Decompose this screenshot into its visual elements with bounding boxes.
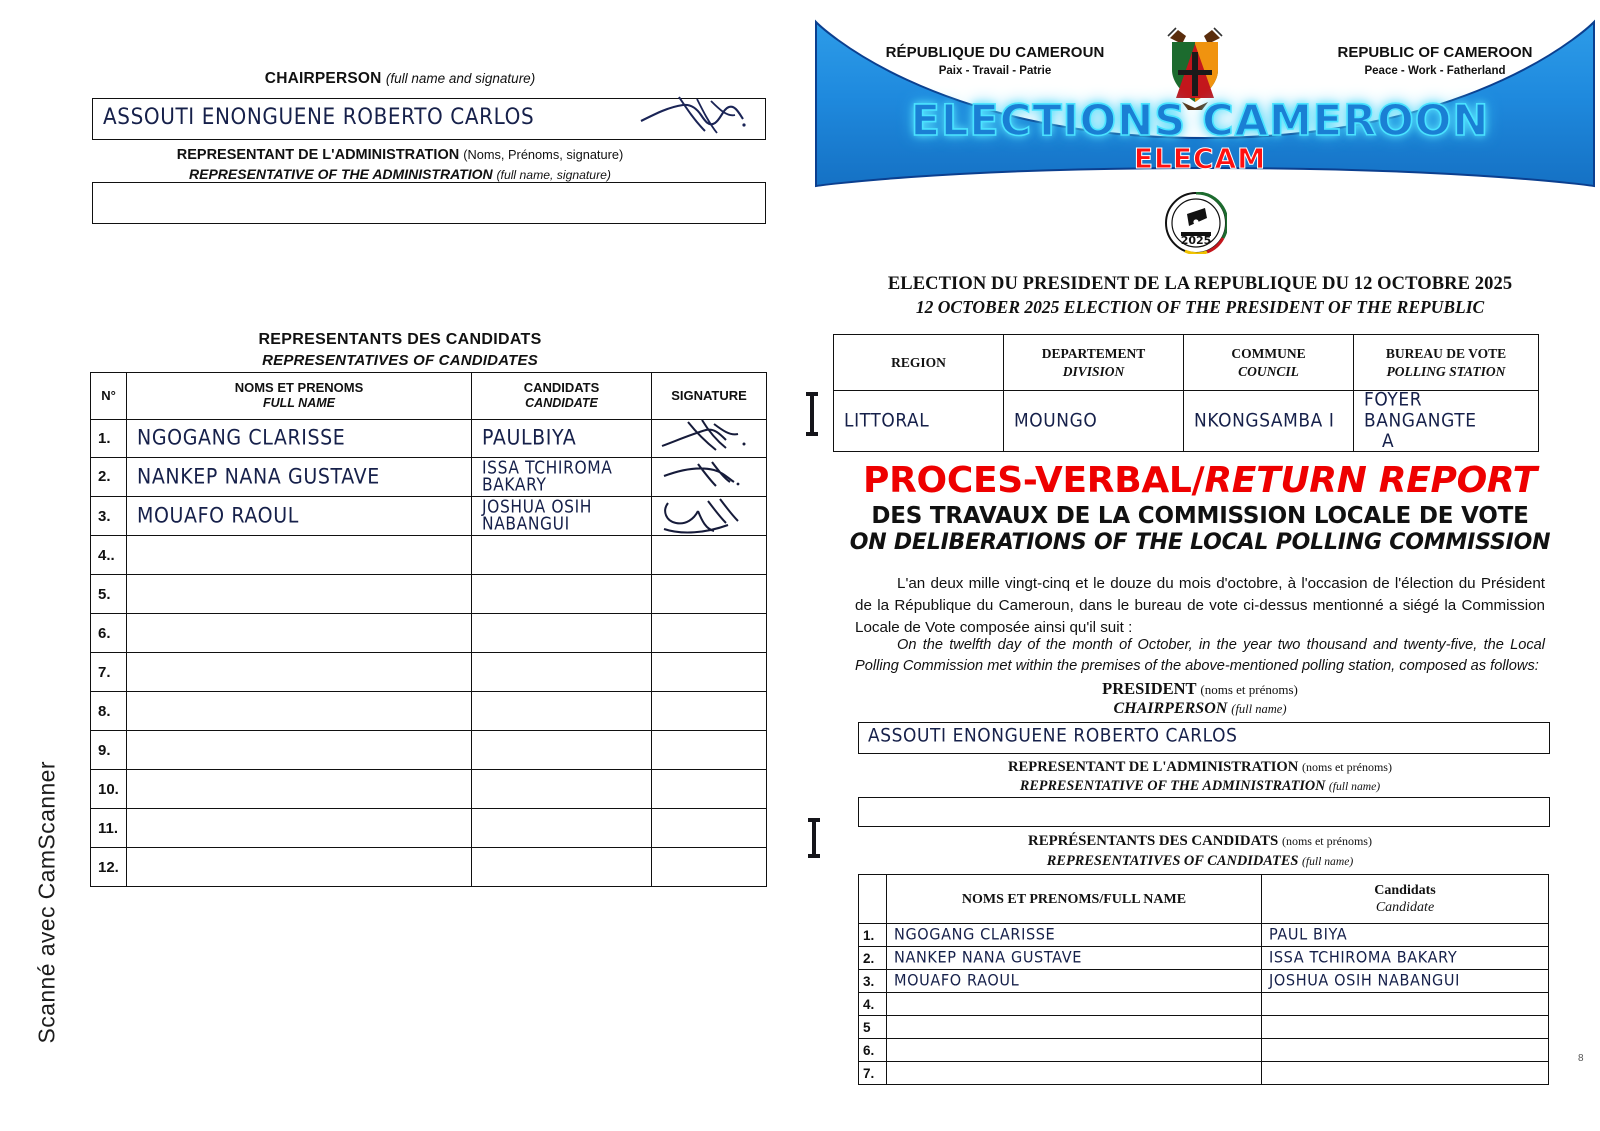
row-candidate-cell[interactable] (472, 614, 652, 653)
location-value-text: LITTORAL (844, 409, 930, 432)
president-label (830, 678, 1570, 720)
table-row (859, 947, 1549, 970)
table-row (91, 848, 767, 887)
table-row (91, 692, 767, 731)
row-name-cell[interactable] (127, 848, 472, 887)
right-reps-label (830, 832, 1570, 871)
row-number: 7. (91, 653, 127, 692)
row-name-value: MOUAFO RAOUL (894, 972, 1020, 991)
location-col-header-fr: BUREAU DE VOTE (1385, 346, 1507, 361)
row-name-value: NANKEP NANA GUSTAVE (137, 464, 380, 490)
left-chairperson-field[interactable] (92, 98, 766, 140)
elections-cameroon-text: ELECTIONS CAMEROON (910, 96, 1490, 146)
row-name-cell[interactable] (127, 731, 472, 770)
table-row (91, 770, 767, 809)
row-name-cell[interactable] (127, 575, 472, 614)
pv-title-en: RETURN REPORT (1204, 460, 1537, 501)
row-candidate-cell[interactable] (1262, 993, 1549, 1016)
row-candidate-cell[interactable] (472, 848, 652, 887)
row-name-cell[interactable] (887, 924, 1262, 947)
body-paragraph-en (855, 635, 1545, 676)
signature-mark (658, 454, 758, 498)
row-signature-cell[interactable] (652, 848, 767, 887)
president-label-en-bold: CHAIRPERSON (1113, 700, 1228, 718)
row-number: 6. (859, 1039, 887, 1062)
left-chairperson-value: ASSOUTI ENONGUENE ROBERTO CARLOS (103, 102, 535, 130)
table-header-row (91, 373, 767, 420)
left-chairperson-label-paren: (full name and signature) (385, 71, 536, 86)
right-admin-field[interactable] (858, 797, 1550, 827)
right-admin-label (830, 758, 1570, 795)
row-candidate-cell[interactable] (472, 457, 652, 496)
signature-mark (658, 493, 758, 537)
right-admin-label-en-paren: (full name) (1328, 779, 1381, 793)
right-col-header-no (859, 875, 887, 924)
row-number: 9. (91, 731, 127, 770)
location-value-1[interactable] (1004, 391, 1184, 452)
return-report-title (830, 462, 1570, 555)
president-label-fr (830, 678, 1570, 699)
location-col-header-3 (1354, 335, 1539, 391)
right-col-header-name: NOMS ET PRENOMS/FULL NAME (887, 875, 1262, 924)
row-signature-cell[interactable] (652, 614, 767, 653)
republic-fr-text: RÉPUBLIQUE DU CAMEROUN (885, 44, 1105, 61)
page-number: 8 (1578, 1053, 1584, 1064)
location-col-header-fr: REGION (891, 354, 946, 370)
motto-fr-text: Paix - Travail - Patrie (938, 65, 1052, 77)
right-admin-label-fr (830, 758, 1570, 777)
row-candidate-value-line2: NABANGUI (482, 513, 570, 535)
row-candidate-cell[interactable] (472, 496, 652, 535)
location-table (833, 334, 1539, 452)
row-name-cell[interactable] (127, 770, 472, 809)
table-row (859, 924, 1549, 947)
row-candidate-cell[interactable] (472, 419, 652, 457)
right-col-header-candidate-en: Candidate (1375, 900, 1435, 916)
row-number: 2. (91, 457, 127, 496)
table-row (859, 993, 1549, 1016)
left-admin-label-fr-bold: REPRESENTANT DE L'ADMINISTRATION (176, 147, 460, 163)
president-label-fr-paren: (noms et prénoms) (1200, 682, 1298, 697)
seal-year-text: 2025 (1180, 234, 1212, 247)
row-candidate-value: ISSA TCHIROMA BAKARY (1269, 949, 1458, 968)
row-signature-cell[interactable] (652, 692, 767, 731)
left-reps-title-en: REPRESENTATIVES OF CANDIDATES (262, 351, 538, 369)
row-name-value: MOUAFO RAOUL (137, 503, 299, 529)
banner-republic-fr (880, 44, 1110, 77)
right-col-header-candidate (1262, 875, 1549, 924)
camscanner-watermark: Scanné avec CamScanner (33, 761, 60, 1044)
row-number: 5. (91, 575, 127, 614)
row-number: 6. (91, 614, 127, 653)
row-signature-cell[interactable] (652, 419, 767, 457)
right-page (800, 0, 1600, 1131)
row-name-cell[interactable] (887, 970, 1262, 993)
location-col-header-fr: DEPARTEMENT (1041, 346, 1146, 361)
body-paragraph-fr (855, 573, 1545, 639)
row-name-value: NANKEP NANA GUSTAVE (894, 949, 1083, 968)
col-header-name-fr: NOMS ET PRENOMS (234, 380, 364, 395)
right-reps-label-en-bold: REPRESENTATIVES OF CANDIDATES (1046, 852, 1299, 869)
table-row (91, 419, 767, 457)
elecam-wordmark (800, 96, 1600, 175)
table-row (859, 1016, 1549, 1039)
row-signature-cell[interactable] (652, 496, 767, 535)
row-signature-cell[interactable] (652, 536, 767, 575)
col-header-candidate-fr: CANDIDATS (523, 380, 600, 395)
row-name-cell[interactable] (127, 614, 472, 653)
location-col-header-1 (1004, 335, 1184, 391)
right-admin-label-en-bold: REPRESENTATIVE OF THE ADMINISTRATION (1019, 777, 1326, 794)
row-number: 4. (859, 993, 887, 1016)
row-candidate-value: PAUL BIYA (1269, 926, 1348, 945)
row-number: 7. (859, 1062, 887, 1085)
row-signature-cell[interactable] (652, 731, 767, 770)
table-row (91, 809, 767, 848)
row-number: 3. (91, 496, 127, 535)
right-reps-label-fr-paren: (noms et prénoms) (1281, 834, 1372, 848)
row-candidate-cell[interactable] (472, 536, 652, 575)
row-number: 11. (91, 809, 127, 848)
row-name-cell[interactable] (127, 536, 472, 575)
left-admin-label (0, 146, 800, 184)
right-col-header-candidate-fr: Candidats (1374, 883, 1436, 898)
pv-title-line (830, 462, 1570, 500)
left-reps-title (0, 330, 800, 370)
location-value-3[interactable] (1354, 388, 1539, 453)
row-candidate-value: JOSHUA OSIH NABANGUI (1269, 972, 1460, 991)
row-candidate-cell[interactable] (1262, 970, 1549, 993)
row-name-cell[interactable] (887, 947, 1262, 970)
president-label-fr-bold: PRESIDENT (1102, 679, 1197, 698)
left-admin-field[interactable] (92, 182, 766, 224)
location-col-header-fr: COMMUNE (1231, 346, 1306, 361)
table-row (859, 1062, 1549, 1085)
table-row (91, 496, 767, 535)
row-number: 12. (91, 848, 127, 887)
row-signature-cell[interactable] (652, 575, 767, 614)
row-candidate-cell[interactable] (1262, 924, 1549, 947)
elecam-abbrev-text: ELECAM (1133, 142, 1267, 175)
row-candidate-cell[interactable] (472, 731, 652, 770)
left-reps-title-fr: REPRESENTANTS DES CANDIDATS (258, 331, 542, 348)
row-name-value: NGOGANG CLARISSE (137, 426, 346, 451)
left-chairperson-label-bold: CHAIRPERSON (264, 70, 382, 87)
location-col-header-en: DIVISION (1062, 363, 1125, 379)
location-table-value-row (834, 391, 1539, 452)
right-reps-label-en (830, 852, 1570, 871)
chairperson-signature (639, 93, 749, 139)
row-candidate-value: ISSA TCHIROMA (482, 457, 613, 478)
right-representatives-table (858, 874, 1549, 1085)
row-number: 1. (91, 419, 127, 457)
row-name-cell[interactable] (887, 1039, 1262, 1062)
row-candidate-cell[interactable] (472, 653, 652, 692)
election-title-fr: ELECTION DU PRESIDENT DE LA REPUBLIQUE DU 12 OCTOBRE 2025 (887, 274, 1513, 294)
presidential-election-seal-icon (1165, 192, 1227, 254)
row-candidate-cell[interactable] (1262, 1016, 1549, 1039)
row-name-cell[interactable] (127, 457, 472, 496)
republic-en-text: REPUBLIC OF CAMEROON (1337, 44, 1533, 61)
left-admin-label-fr (0, 146, 800, 165)
row-candidate-cell[interactable] (472, 809, 652, 848)
location-value-0[interactable] (834, 391, 1004, 452)
row-name-cell[interactable] (887, 1062, 1262, 1085)
pv-subtitle-en: ON DELIBERATIONS OF THE LOCAL POLLING COMMISSION (849, 529, 1551, 555)
right-chairperson-field[interactable] (858, 722, 1550, 754)
location-col-header-en: POLLING STATION (1386, 363, 1506, 379)
row-candidate-cell[interactable] (472, 770, 652, 809)
col-header-signature: SIGNATURE (652, 373, 767, 420)
row-number: 8. (91, 692, 127, 731)
table-row (91, 575, 767, 614)
row-candidate-value: PAULBIYA (482, 426, 577, 451)
right-reps-label-fr (830, 832, 1570, 852)
body-paragraph-en-text: On the twelfth day of the month of October, in the year two thousand and twenty-five, the Local Polling Commission met within the premises of the above-mentioned polling station, composed as follows: (855, 637, 1545, 674)
staple-mark-top (810, 392, 814, 436)
row-signature-cell[interactable] (652, 653, 767, 692)
row-number: 1. (859, 924, 887, 947)
location-value-2[interactable] (1184, 391, 1354, 452)
table-row (91, 731, 767, 770)
table-row (91, 653, 767, 692)
table-row (91, 614, 767, 653)
right-table-header-row (859, 875, 1549, 924)
motto-en-text: Peace - Work - Fatherland (1364, 65, 1506, 77)
row-number: 5 (859, 1016, 887, 1039)
left-admin-label-en (0, 165, 800, 183)
right-reps-label-en-paren: (full name) (1302, 854, 1354, 868)
col-header-candidate-en: CANDIDATE (525, 396, 598, 411)
election-title-en: 12 OCTOBER 2025 ELECTION OF THE PRESIDENT OF THE REPUBLIC (915, 297, 1485, 318)
row-candidate-value-line2: BAKARY (482, 474, 547, 495)
left-chairperson-label (0, 70, 800, 88)
row-signature-cell[interactable] (652, 809, 767, 848)
body-paragraph-fr-text: L'an deux mille vingt-cinq et le douze du mois d'octobre, à l'occasion de l'élection du Président de la République du Cameroun, dans le bureau de vote ci-dessus mentionné a siégé la Commission Locale de Vote composée ainsi qu'il suit : (855, 575, 1545, 637)
col-header-name (127, 373, 472, 420)
row-name-cell[interactable] (887, 1016, 1262, 1039)
row-name-cell[interactable] (127, 653, 472, 692)
row-signature-cell[interactable] (652, 770, 767, 809)
location-col-header-0 (834, 335, 1004, 391)
left-admin-label-en-paren: (full name, signature) (496, 168, 611, 183)
pv-title-fr: PROCES-VERBAL/ (863, 460, 1205, 501)
row-name-cell[interactable] (127, 692, 472, 731)
president-label-en-paren: (full name) (1231, 702, 1287, 717)
election-title (830, 272, 1570, 319)
table-row (859, 970, 1549, 993)
table-row (91, 536, 767, 575)
row-name-cell[interactable] (127, 419, 472, 457)
pv-subtitle-fr: DES TRAVAUX DE LA COMMISSION LOCALE DE VOTE (871, 502, 1529, 529)
row-name-cell[interactable] (127, 496, 472, 535)
col-header-no: N° (91, 373, 127, 420)
row-candidate-cell[interactable] (472, 575, 652, 614)
row-number: 2. (859, 947, 887, 970)
location-col-header-2 (1184, 335, 1354, 391)
col-header-name-en: FULL NAME (263, 396, 335, 411)
row-candidate-cell[interactable] (1262, 947, 1549, 970)
col-header-candidate (472, 373, 652, 420)
location-table-header-row (834, 335, 1539, 391)
row-candidate-cell[interactable] (472, 692, 652, 731)
location-value-text: FOYER BANGANGTE A (1364, 388, 1477, 453)
row-name-value: NGOGANG CLARISSE (894, 926, 1056, 945)
right-admin-label-fr-paren: (noms et prénoms) (1301, 760, 1392, 774)
row-name-cell[interactable] (127, 809, 472, 848)
location-value-text: NKONGSAMBA I (1194, 409, 1335, 432)
president-label-en (830, 699, 1570, 720)
row-name-cell[interactable] (887, 993, 1262, 1016)
row-number: 10. (91, 770, 127, 809)
row-candidate-cell[interactable] (1262, 1062, 1549, 1085)
banner-republic-en (1320, 44, 1550, 77)
left-admin-label-fr-paren: (Noms, Prénoms, signature) (463, 147, 624, 162)
right-chairperson-value: ASSOUTI ENONGUENE ROBERTO CARLOS (868, 724, 1238, 748)
left-admin-label-en-bold: REPRESENTATIVE OF THE ADMINISTRATION (189, 166, 493, 183)
row-candidate-value: JOSHUA OSIH (482, 496, 593, 517)
left-representatives-table (90, 372, 767, 887)
row-signature-cell[interactable] (652, 457, 767, 496)
staple-mark-bottom (812, 818, 816, 858)
right-admin-label-en (830, 777, 1570, 795)
location-col-header-en: COUNCIL (1238, 363, 1299, 379)
row-candidate-cell[interactable] (1262, 1039, 1549, 1062)
row-number: 4.. (91, 536, 127, 575)
right-reps-label-fr-bold: REPRÉSENTANTS DES CANDIDATS (1028, 833, 1279, 849)
table-row (91, 457, 767, 496)
right-admin-label-fr-bold: REPRESENTANT DE L'ADMINISTRATION (1008, 759, 1299, 775)
location-value-text: MOUNGO (1014, 409, 1098, 432)
table-row (859, 1039, 1549, 1062)
row-number: 3. (859, 970, 887, 993)
